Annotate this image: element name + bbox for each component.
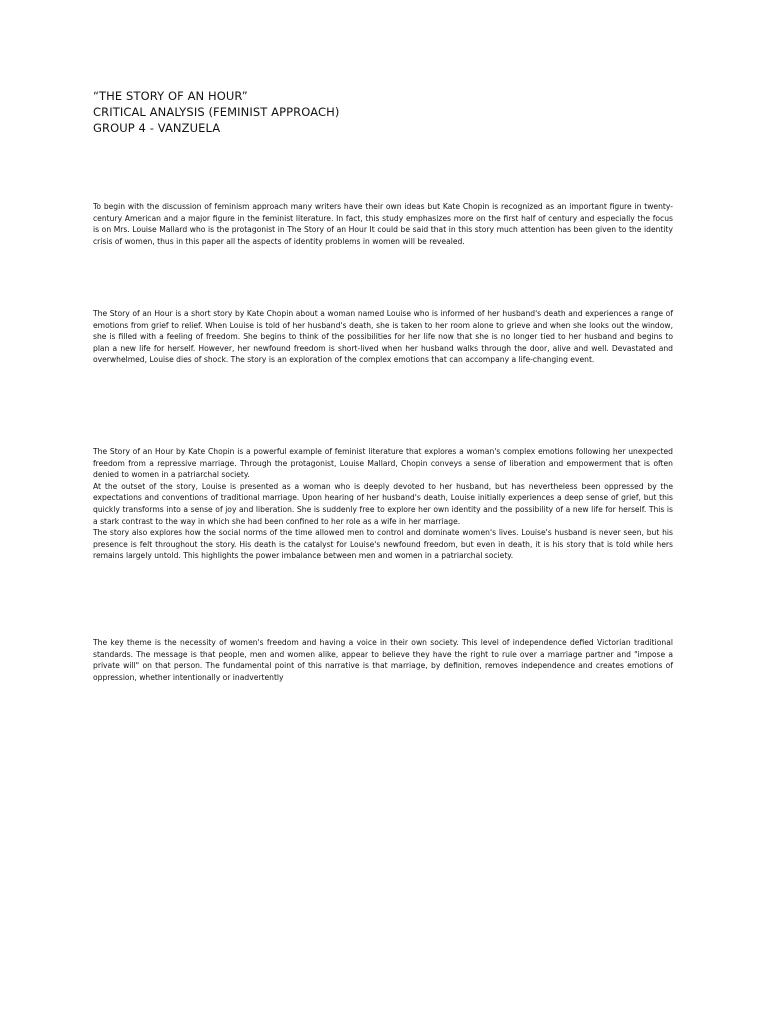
document-header [93,88,693,136]
paragraph-analysis-part-3: The story also explores how the social norms of the time allowed men to control and dominate women's lives. Louise's husband is never seen, but his presence is felt throughout the story. His death is the catalyst for Louise's newfound freedom, but even in death, it is his story that is told while hers remains largely untold. This highlights the power imbalance between men and women in a patriarchal society. [93,528,673,561]
paragraph-analysis-part-1: The Story of an Hour by Kate Chopin is a powerful example of feminist literature that explores a woman's complex emotions following her unexpected freedom from a repressive marriage. Through the protagonist, Louise Mallard, Chopin conveys a sense of liberation and empowerment that is often denied to women in a patriarchal society. [93,447,673,480]
paragraph-analysis-part-2: At the outset of the story, Louise is presented as a woman who is deeply devoted to her husband, but has nevertheless been oppressed by the expectations and conventions of traditional marriage. Upon hearing of her husband's death, Louise initially experiences a deep sense of grief, but this quickly transforms into a sense of joy and liberation. She is suddenly free to explore her own identity and the possibility of a new life for herself. This is a stark contrast to the way in which she had been confined to her role as a wife in her marriage. [93,481,673,526]
document-subtitle: CRITICAL ANALYSIS (FEMINIST APPROACH) [93,105,340,119]
paragraph-summary: The Story of an Hour is a short story by Kate Chopin about a woman named Louise who is informed of her husband's death and experiences a range of emotions from grief to relief. When Louise is told of her husband's death, she is taken to her room alone to grieve and when she looks out the window, she is filled with a feeling of freedom. She begins to think of the possibilities for her life now that she is no longer tied to her husband and begins to plan a new life for herself. However, her newfound freedom is short-lived when her husband walks through the door, alive and well. Devastated and overwhelmed, Louise dies of shock. The story is an exploration of the complex emotions that can accompany a life-changing event. [93,309,673,365]
document-group: GROUP 4 - VANZUELA [93,121,221,135]
paragraph-introduction: To begin with the discussion of feminism approach many writers have their own ideas but Kate Chopin is recognized as an important figure in twenty-century American and a major figure in the feminist literature. In fact, this study emphasizes more on the first half of century and especially the focus is on Mrs. Louise Mallard who is the protagonist in The Story of an Hour It could be said that in this story much attention has been given to the identity crisis of women, thus in this paper all the aspects of identity problems in women will be revealed. [93,202,673,246]
document-title: “THE STORY OF AN HOUR” [93,89,248,103]
paragraph-key-theme: The key theme is the necessity of women's freedom and having a voice in their own society. This level of independence defied Victorian traditional standards. The message is that people, men and women alike, appear to believe they have the right to rule over a marriage partner and "impose a private will" on that person. The fundamental point of this narrative is that marriage, by definition, removes independence and creates emotions of oppression, whether intentionally or inadvertently [93,638,673,682]
paragraph-analysis [93,446,673,562]
